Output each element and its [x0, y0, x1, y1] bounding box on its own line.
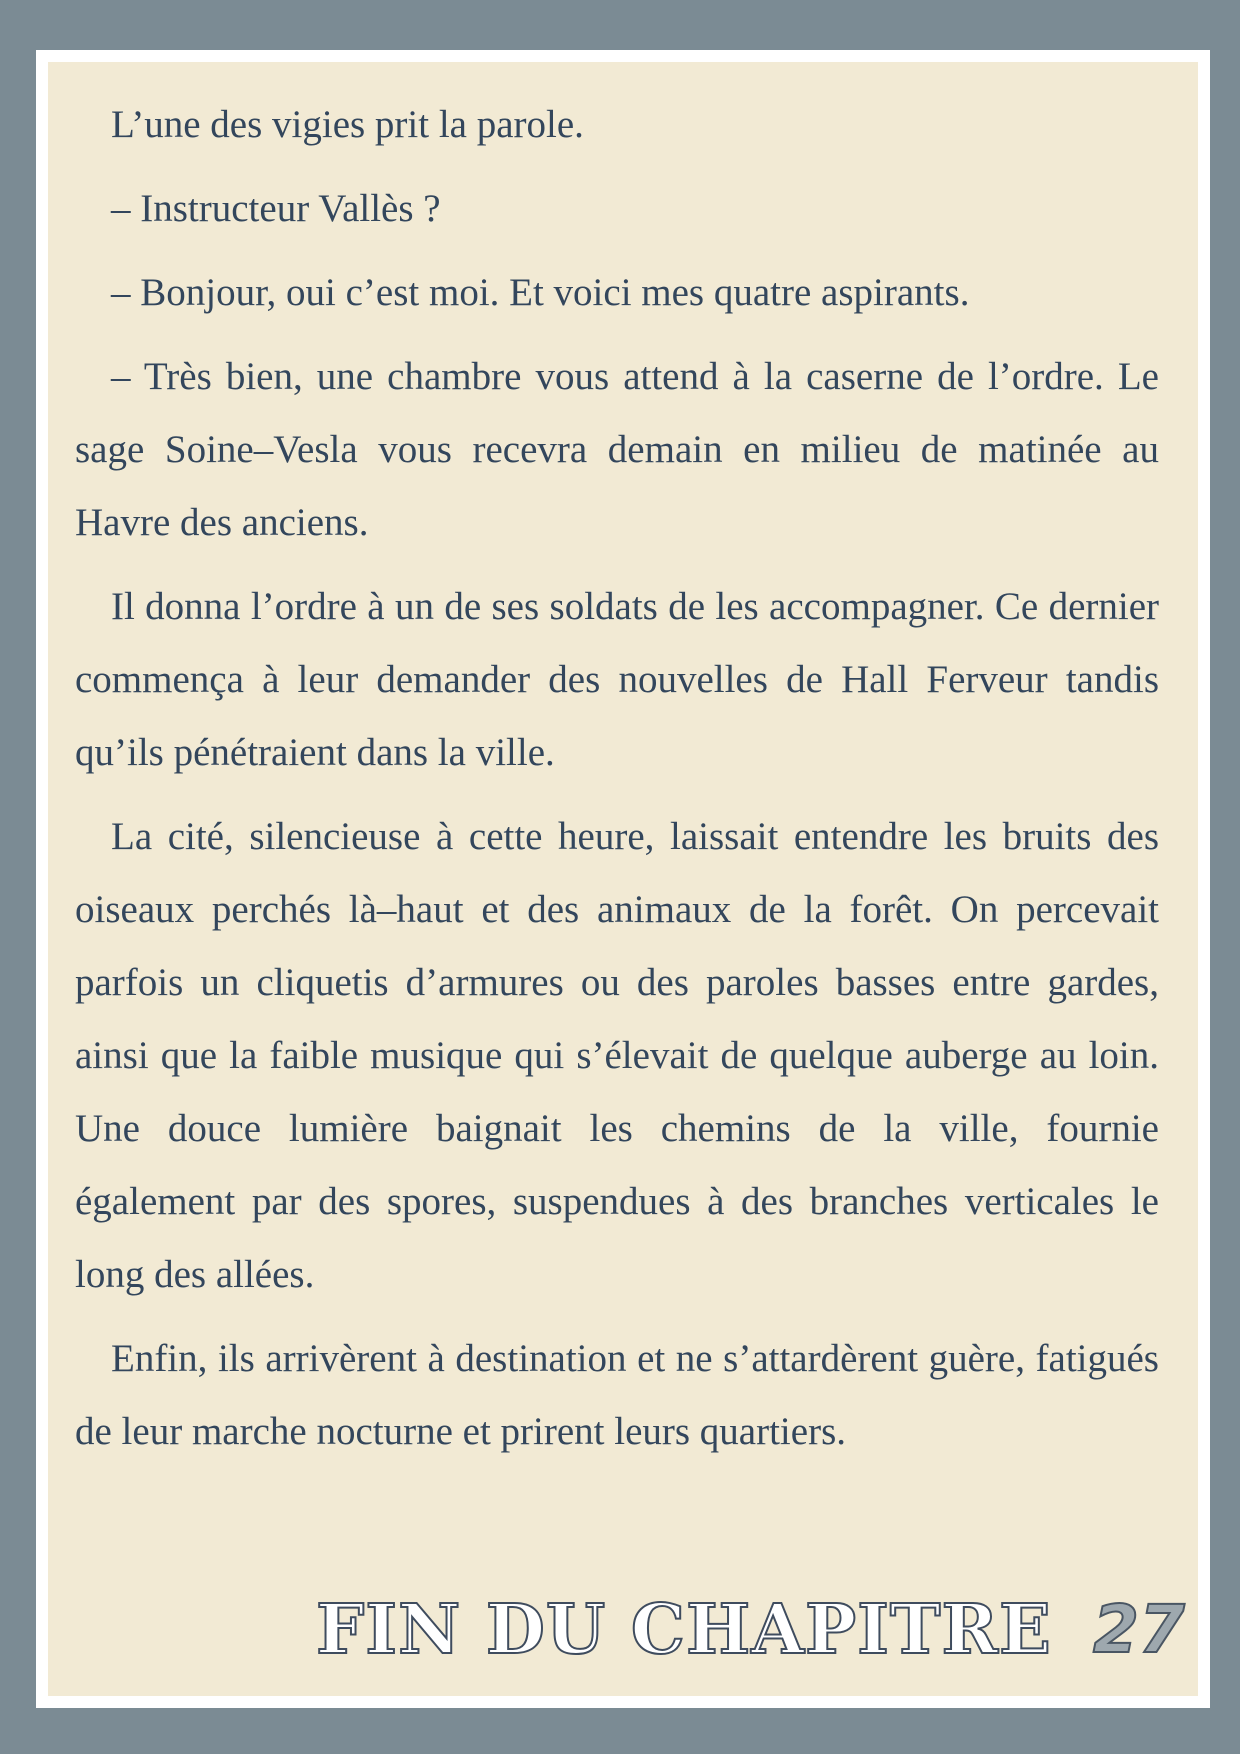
page — [48, 62, 1198, 1696]
paragraph-2: – Instructeur Vallès ? — [111, 187, 441, 230]
paragraph-6: La cité, silencieuse à cette heure, laissait entendre les bruits des oiseaux perchés là–haut et des animaux de la forêt. On percevait parfois un cliquetis d’armures ou des paroles basses entre gardes, ainsi que la faible musique qui s’élevait de quelque auberge au loin. Une douce lumière baignait les chemins de la ville, fournie également par des spores, suspendues à des branches verticales le long des allées. — [75, 815, 1159, 1296]
chapter-end-title: FIN DU CHAPITRE — [316, 1590, 1052, 1670]
paragraph-4: – Très bien, une chambre vous attend à la caserne de l’ordre. Le sage Soine–Vesla vous recevra demain en milieu de matinée au Havre des anciens. — [75, 355, 1159, 544]
paragraph-3: – Bonjour, oui c’est moi. Et voici mes quatre aspirants. — [111, 271, 970, 314]
paragraph-7: Enfin, ils arrivèrent à destination et ne s’attardèrent guère, fatigués de leur marche nocturne et prirent leurs quartiers. — [75, 1337, 1159, 1453]
paragraph-5: Il donna l’ordre à un de ses soldats de les accompagner. Ce dernier commença à leur demander des nouvelles de Hall Ferveur tandis qu’ils pénétraient dans la ville. — [75, 585, 1159, 774]
paragraph-1: L’une des vigies prit la parole. — [111, 103, 584, 146]
body-text — [75, 88, 1159, 1479]
page-number: 27 — [1093, 1591, 1185, 1668]
